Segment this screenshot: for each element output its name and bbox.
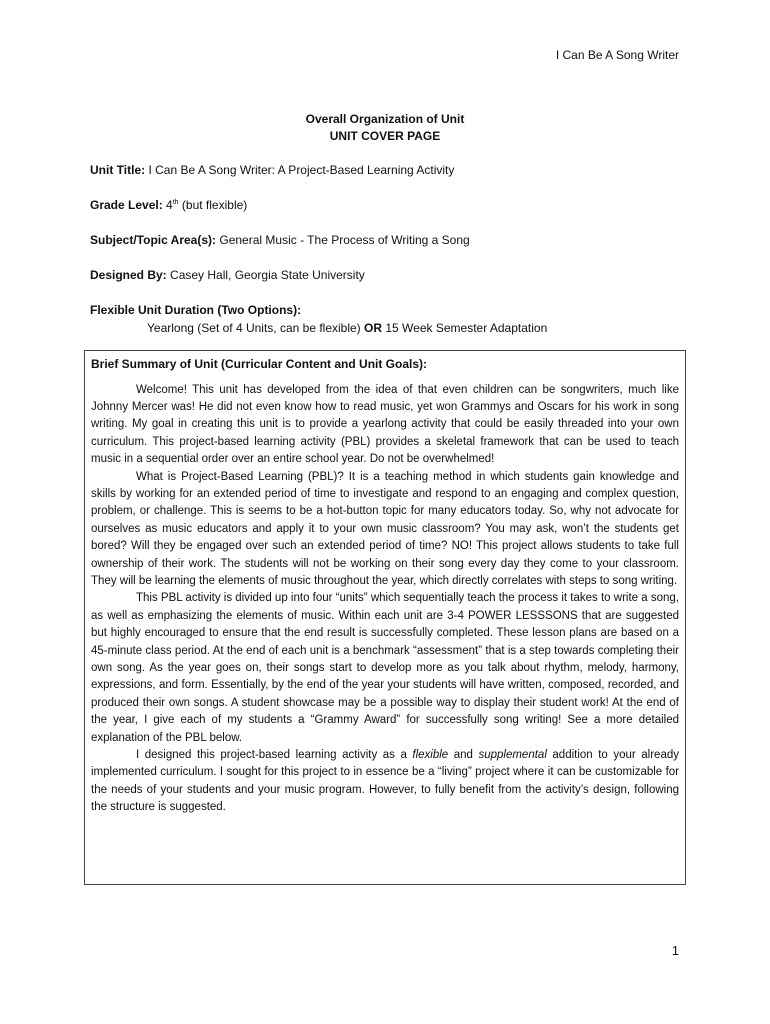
subject-value: General Music - The Process of Writing a Song — [219, 233, 470, 247]
designed-by-label: Designed By: — [90, 268, 167, 282]
document-title — [0, 111, 770, 145]
grade-level-value: 4th (but flexible) — [166, 198, 248, 212]
designed-by-value: Casey Hall, Georgia State University — [170, 268, 365, 282]
summary-paragraph-4: I designed this project-based learning activity as a flexible and supplemental addition to your already implemented curriculum. I sought for this project to in essence be a “living” project where it can be customizable for the needs of your students and your music program. However, to fully benefit from the activity’s design, following the structure is suggested. — [91, 749, 679, 814]
title-line-2: UNIT COVER PAGE — [329, 129, 441, 143]
summary-paragraph-2: What is Project-Based Learning (PBL)? It is a teaching method in which students gain knowledge and skills by working for an extended period of time to investigate and respond to an engaging and complex question, problem, or challenge. This is seems to be a hot-button topic for many educators today. So, why not advocate for ourselves as music educators and apply it to your own music classroom? You may ask, won’t the students get bored? Will they be engaged over such an extended period of time? NO! This project allows students to take full ownership of their work. The students will not be working on their song every day they come to your classroom. They will be learning the elements of music throughout the year, which directly correlates with steps to song writing. — [91, 470, 679, 587]
summary-paragraph-1: Welcome! This unit has developed from the idea of that even children can be songwriters, much like Johnny Mercer was! He did not even know how to read music, yet won Grammys and Oscars for his work in song writing. My goal in creating this unit is to provide a yearlong activity that could be easily threaded into your own curriculum. This project-based learning activity (PBL) provides a skeletal framework that can be used to teach music in a sequential order over an entire school year. Do not be overwhelmed! — [91, 383, 679, 466]
title-line-1: Overall Organization of Unit — [305, 112, 465, 126]
duration-options — [147, 320, 547, 338]
grade-level-field — [90, 197, 247, 215]
subject-label: Subject/Topic Area(s): — [90, 233, 217, 247]
duration-field — [90, 302, 301, 320]
emphasis-supplemental: supplemental — [478, 749, 547, 762]
running-header: I Can Be A Song Writer — [555, 48, 679, 62]
summary-paragraph-3: This PBL activity is divided up into four “units” which sequentially teach the process it takes to write a song, as well as emphasizing the elements of music. Within each unit are 3-4 POWER LESSSONS that are suggested but highly encouraged to ensure that the end result is successfully completed. These lesson plans are based on a 45-minute class period. At the end of each unit is a benchmark “assessment” that is a step towards completing their own song. As the year goes on, their songs start to develop more as you talk about rhythm, melody, harmony, expressions, and form. Essentially, by the end of the year your students will have written, composed, recorded, and produced their own songs. A student showcase may be a possible way to display their student work! At the end of the year, I give each of my students a “Grammy Award” for successfully song writing! See a more detailed explanation of the PBL below. — [91, 592, 679, 744]
unit-title-label: Unit Title: — [90, 163, 146, 177]
duration-connector: OR — [364, 321, 383, 335]
duration-option-1: Yearlong (Set of 4 Units, can be flexible) — [147, 321, 361, 335]
duration-option-2: 15 Week Semester Adaptation — [385, 321, 548, 335]
summary-heading: Brief Summary of Unit (Curricular Content and Unit Goals): — [91, 357, 428, 371]
page-number: 1 — [671, 943, 679, 958]
grade-level-label: Grade Level: — [90, 198, 163, 212]
unit-title-field — [90, 162, 454, 180]
emphasis-flexible: flexible — [412, 749, 449, 762]
duration-label: Flexible Unit Duration (Two Options): — [90, 303, 302, 317]
unit-title-value: I Can Be A Song Writer: A Project-Based Learning Activity — [148, 163, 455, 177]
summary-box — [84, 350, 686, 885]
designed-by-field — [90, 267, 365, 285]
subject-field — [90, 232, 470, 250]
